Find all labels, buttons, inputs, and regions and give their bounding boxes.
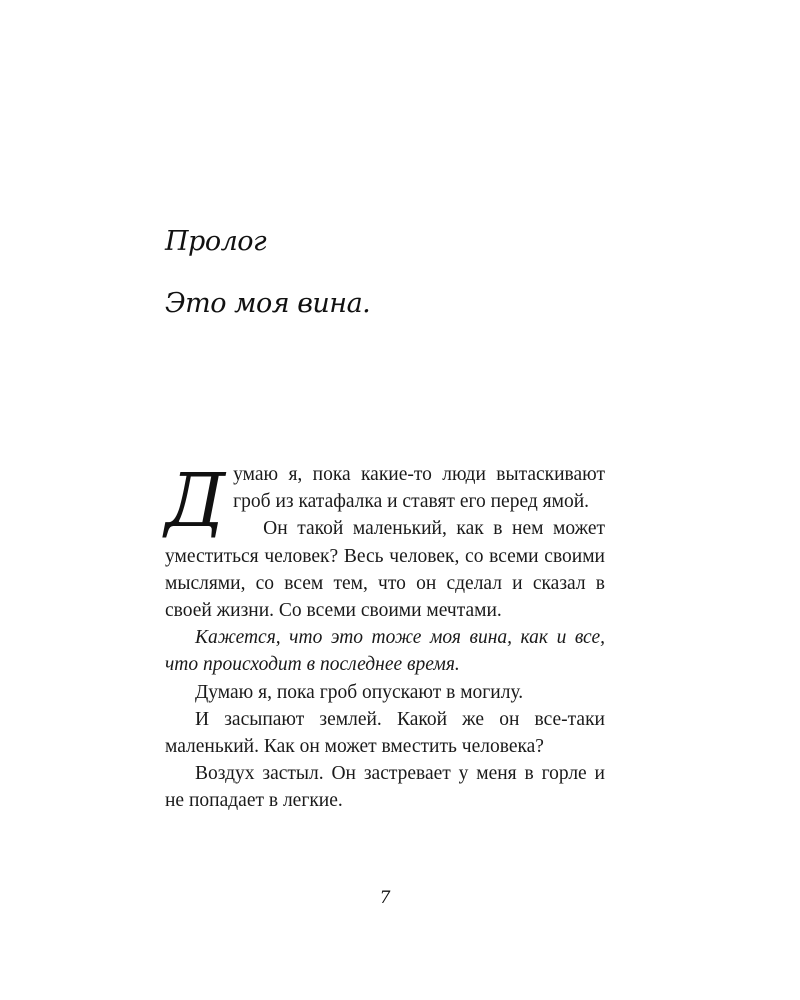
chapter-title: Пролог xyxy=(165,226,267,257)
paragraph-1 xyxy=(165,458,605,544)
paragraph-3-italic: Кажется, что это тоже моя вина, как и все, что происходит в последнее время. xyxy=(165,627,605,676)
paragraph-4: Думаю я, пока гроб опускают в могилу. xyxy=(195,681,524,703)
drop-cap: Д xyxy=(165,458,226,544)
paragraph-2: Он такой маленький, как в нем может уместиться человек? Весь человек, со всеми своими мыслями, со всем тем, что он сделал и сказал в своей жизни. Со всеми своими мечтами. xyxy=(165,518,605,622)
body-text xyxy=(165,458,605,815)
chapter-epigraph: Это моя вина. xyxy=(165,288,371,319)
paragraph-5: И засыпают землей. Какой же он все-таки маленький. Как он может вместить человека? xyxy=(165,708,605,758)
page-number: 7 xyxy=(379,888,391,908)
paragraph-1-text: умаю я, пока какие-то люди вытаскивают гроб из катафалка и ставят его перед ямой. xyxy=(233,464,605,513)
paragraph-6: Воздух застыл. Он застревает у меня в горле и не попадает в легкие. xyxy=(165,763,605,812)
